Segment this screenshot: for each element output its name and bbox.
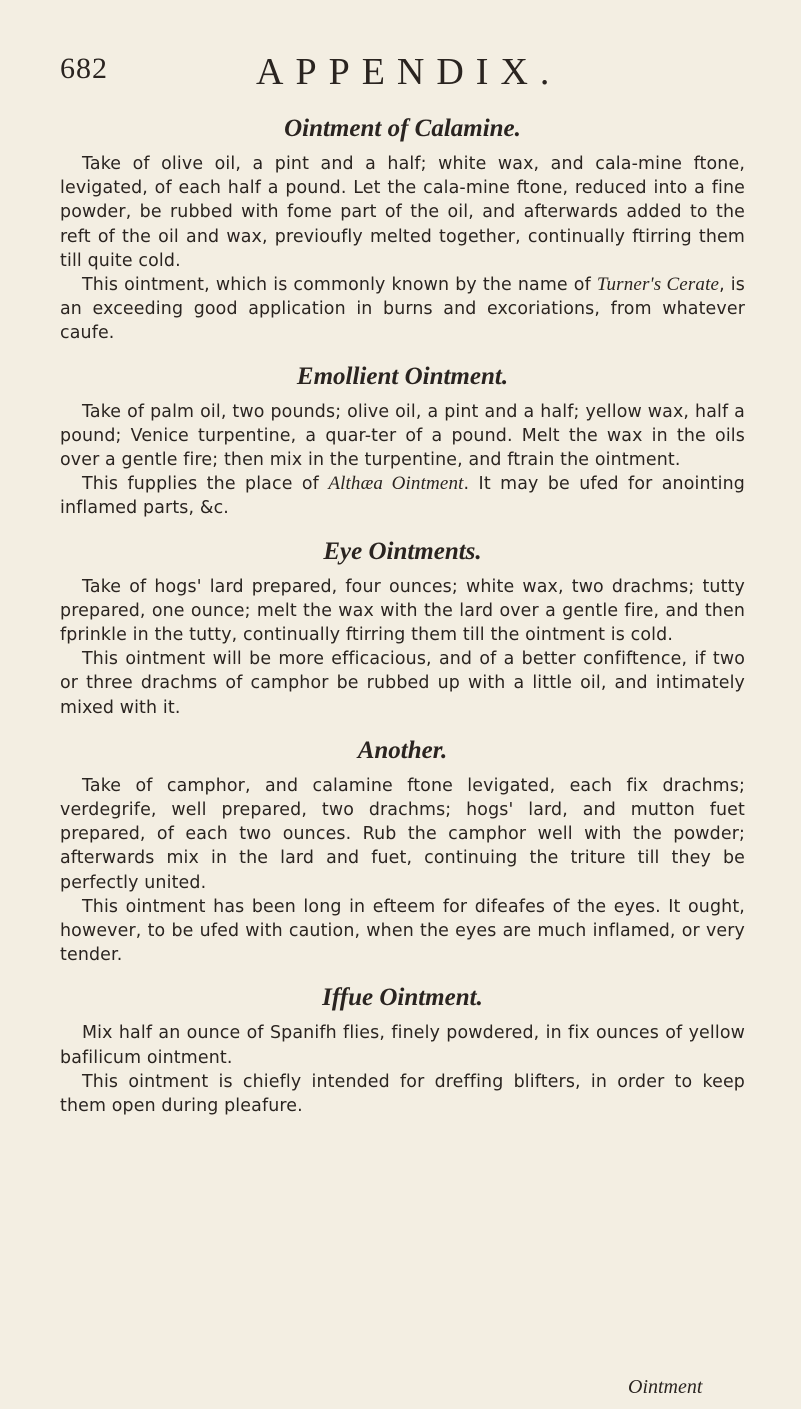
- paragraph: Take of olive oil, a pint and a half; white wax, and cala-mine ftone, levigated, of each half a pound. Let the cala-mine ftone, reduced into a fine powder, be rubbed with fome part of the oil, and afterwards added to the reft of the oil and wax, previoufly melted together, continually ftirring them till quite cold.: [60, 154, 745, 271]
- running-title: APPENDIX.: [256, 51, 562, 93]
- paragraph: This ointment will be more efficacious, and of a better confiftence, if two or three drachms of camphor be rubbed up with a little oil, and intimately mixed with it.: [60, 649, 745, 718]
- running-head: [60, 52, 740, 102]
- text-run: . It may be ufed for anointing inflamed parts, &c.: [60, 474, 745, 519]
- page-body: [60, 112, 745, 1132]
- italic-text: Turner's Cerate: [596, 274, 720, 296]
- section-title: Ointment of Calamine.: [284, 115, 521, 142]
- section-title: Eye Ointments.: [323, 537, 482, 565]
- section-title: Another.: [357, 736, 448, 764]
- section-another: [60, 734, 745, 968]
- paragraph: [60, 273, 745, 346]
- page-number: 682: [60, 52, 108, 85]
- section-calamine-ointment: [60, 112, 745, 346]
- italic-text: Althæa Ointment: [328, 473, 464, 495]
- paragraph: Take of camphor, and calamine ftone levigated, each fix drachms; verdegrife, well prepared, two drachms; hogs' lard, and mutton fuet prepared, of each two ounces. Rub the camphor well with the powder; afterwards mix in the lard and fuet, continuing the triture till they be perfectly united.: [60, 775, 745, 893]
- paragraph: Take of hogs' lard prepared, four ounces; white wax, two drachms; tutty prepared, one ounce; melt the wax with the lard over a gentle fire, and then fprinkle in the tutty, continually ftirring them till the ointment is cold.: [60, 576, 745, 646]
- section-title: Iffue Ointment.: [322, 984, 483, 1012]
- paragraph: Take of palm oil, two pounds; olive oil, a pint and a half; yellow wax, half a pound; Venice turpentine, a quar-ter of a pound. Melt the wax in the oils over a gentle fire; then mix in the turpentine, and ftrain the ointment.: [60, 401, 745, 471]
- paragraph: [60, 472, 745, 520]
- paragraph: This ointment is chiefly intended for dreffing blifters, in order to keep them open during pleafure.: [60, 1071, 745, 1117]
- text-run: This fupplies the place of: [82, 474, 329, 495]
- section-eye-ointments: [60, 535, 745, 720]
- paragraph: Mix half an ounce of Spanifh flies, finely powdered, in fix ounces of yellow bafilicum ointment.: [60, 1023, 745, 1068]
- text-run: This ointment, which is commonly known by the name of: [82, 275, 597, 296]
- section-title: Emollient Ointment.: [296, 362, 509, 390]
- catchword: Ointment: [628, 1376, 703, 1398]
- paragraph: This ointment has been long in efteem for difeafes of the eyes. It ought, however, to be ufed with caution, when the eyes are much inflamed, or very tender.: [60, 896, 745, 966]
- section-issue-ointment: [60, 981, 745, 1118]
- text-run: , is an exceeding good application in burns and excoriations, from whatever caufe.: [60, 275, 745, 344]
- section-emollient-ointment: [60, 360, 745, 521]
